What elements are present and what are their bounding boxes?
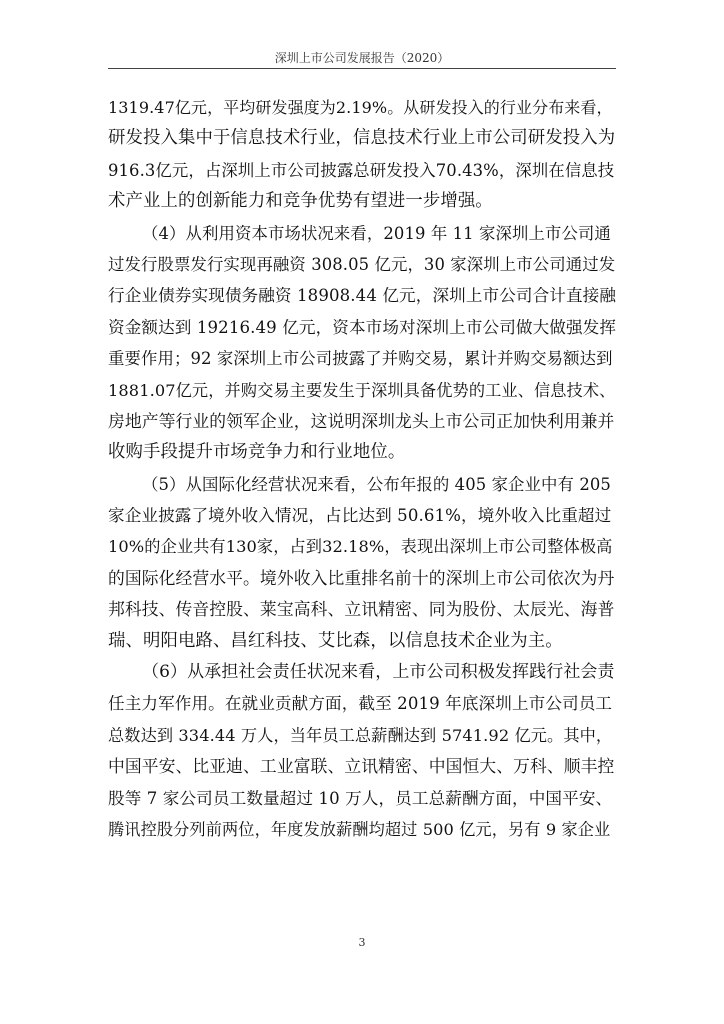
- text-line: 研发投入集中于信息技术行业，信息技术行业上市公司研发投入为: [108, 128, 616, 149]
- text-line: 收购手段提升市场竞争力和行业地位。: [108, 442, 406, 463]
- paragraph-capital-market: [108, 218, 616, 469]
- text-line: 中国平安、比亚迪、工业富联、立讯精密、中国恒大、万科、顺丰控: [108, 756, 615, 777]
- text-line: 任主力军作用。在就业贡献方面，截至 2019 年底深圳上市公司员工: [108, 694, 613, 714]
- text-line: 房地产等行业的领军企业，这说明深圳龙头上市公司正加快利用兼并: [108, 410, 615, 431]
- text-line: 过发行股票发行实现再融资 308.05 亿元，30 家深圳上市公司通过发: [108, 254, 616, 274]
- text-line: 916.3亿元，占深圳上市公司披露总研发投入70.43%，深圳在信息技: [108, 160, 615, 180]
- text-line: 腾讯控股分列前两位，年度发放薪酬均超过 500 亿元，另有 9 家企业: [108, 819, 611, 839]
- text-line: 行企业债券实现债务融资 18908.44 亿元，深圳上市公司合计直接融: [108, 286, 617, 306]
- text-line: （6）从承担社会责任状况来看，上市公司积极发挥践行社会责: [142, 662, 615, 683]
- text-line: 总数达到 334.44 万人，当年员工总薪酬达到 5741.92 亿元。其中，: [108, 725, 613, 745]
- text-line: 家企业披露了境外收入情况，占比达到 50.61%，境外收入比重超过: [108, 506, 612, 526]
- paragraph-rd-continued: [108, 92, 616, 218]
- paragraph-social-responsibility: [108, 657, 616, 845]
- text-line: 股等 7 家公司员工数量超过 10 万人，员工总薪酬方面，中国平安、: [108, 788, 613, 808]
- text-line: 的国际化经营水平。境外收入比重排名前十的深圳上市公司依次为丹: [108, 567, 615, 588]
- text-line: 瑞、明阳电路、昌红科技、艾比森，以信息技术企业为主。: [108, 630, 563, 651]
- text-line: 邦科技、传音控股、莱宝高科、立讯精密、同为股份、太辰光、海普: [108, 599, 615, 620]
- body-text: [108, 92, 616, 845]
- page-header: 深圳上市公司发展报告（2020）: [274, 51, 450, 65]
- text-line: （4）从利用资本市场状况来看，2019 年 11 家深圳上市公司通: [142, 223, 611, 243]
- text-line: 术产业上的创新能力和竞争优势有望进一步增强。: [108, 191, 493, 212]
- text-line: 1881.07亿元，并购交易主要发生于深圳具备优势的工业、信息技术、: [108, 380, 616, 400]
- text-line: 资金额达到 19216.49 亿元，资本市场对深圳上市公司做大做强发挥: [108, 317, 617, 337]
- text-line: 1319.47亿元，平均研发强度为2.19%。从研发投入的行业分布来看，: [108, 98, 613, 117]
- text-line: 重要作用；92 家深圳上市公司披露了并购交易，累计并购交易额达到: [108, 349, 613, 369]
- header-divider: [108, 68, 616, 69]
- page-number: 3: [358, 936, 366, 949]
- text-line: 10%的企业共有130家，占到32.18%，表现出深圳上市公司整体极高: [108, 537, 613, 557]
- paragraph-internationalization: [108, 469, 616, 657]
- text-line: （5）从国际化经营状况来看，公布年报的 405 家企业中有 205: [142, 474, 611, 494]
